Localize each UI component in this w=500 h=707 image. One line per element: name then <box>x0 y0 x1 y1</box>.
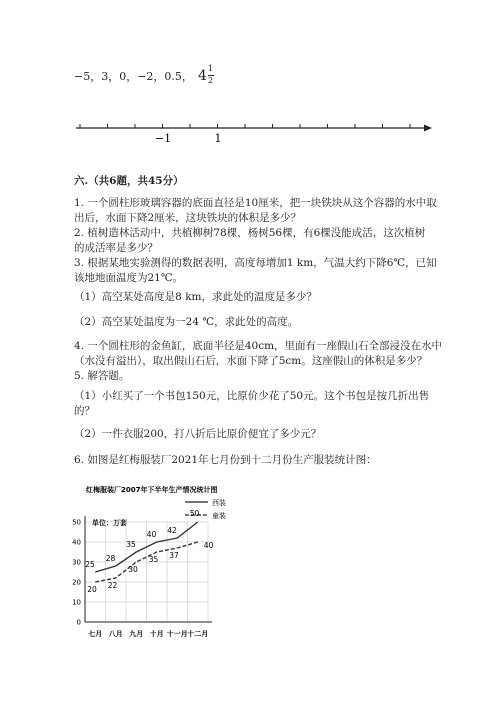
problem-line: 2. 植树造林活动中，共植柳树78棵，杨树56棵，有6棵没能成活，这次植树 <box>74 227 426 239</box>
data-label: 40 <box>203 541 214 550</box>
problem-line: 4. 一个圆柱形的金鱼缸，底面半径是40cm，里面有一座假山石全部浸没在水中 <box>74 340 443 352</box>
legend-label-tongzhuang: 童装 <box>212 512 226 520</box>
data-label: 35 <box>148 555 159 564</box>
mixed-number-numerator: 1 <box>208 64 214 73</box>
data-label: 25 <box>85 560 95 569</box>
number-line-label-1: 1 <box>214 132 222 145</box>
data-label: 35 <box>126 540 136 549</box>
sub-question: 的？ <box>74 405 95 417</box>
sub-question: （2）高空某处温度为一24 ℃，求此处的高度。 <box>74 316 299 328</box>
y-tick-label: 0 <box>76 618 81 627</box>
data-label: 30 <box>128 565 138 574</box>
mixed-number-denominator: 2 <box>208 76 214 85</box>
x-tick-label: 九月 <box>129 630 144 638</box>
sub-question: （1）高空某处高度是8 km，求此处的温度是多少？ <box>74 291 318 303</box>
number-line-label-neg1: −1 <box>154 132 172 145</box>
sub-question: （2）一件衣服200，打八折后比原价便宜了多少元？ <box>74 428 322 440</box>
problem-line: 1. 一个圆柱形玻璃容器的底面直径是10厘米，把一块铁块从这个容器的水中取 <box>74 197 437 209</box>
data-label: 40 <box>146 530 157 539</box>
chart-ylabel: 单位：万套 <box>92 519 127 527</box>
data-label: 28 <box>105 554 116 563</box>
y-tick-label: 50 <box>72 518 81 527</box>
number-line <box>74 118 434 148</box>
problem-line: 3. 根据某地实验测得的数据表明，高度每增加1 km，气温大约下降6℃，已知 <box>74 257 437 269</box>
chart-title: 红梅服装厂2007年下半年生产情况统计图 <box>86 486 218 494</box>
line-chart <box>60 480 240 650</box>
section-title: 六.（共6题，共45分） <box>74 175 184 187</box>
x-tick-label: 七月 <box>88 630 103 638</box>
data-label: 20 <box>87 585 97 594</box>
problem-line: 该地地面温度为21℃。 <box>74 272 184 284</box>
x-tick-label: 十月 <box>149 630 164 638</box>
x-tick-label: 八月 <box>108 630 123 638</box>
number-list: −5，3，0，−2，0.5， <box>74 70 193 83</box>
y-tick-label: 10 <box>72 598 81 607</box>
y-tick-label: 20 <box>72 578 81 587</box>
data-label: 22 <box>107 581 118 590</box>
x-tick-label: 十一月 <box>166 630 188 638</box>
y-tick-label: 40 <box>72 538 81 547</box>
problem-line: 5. 解答题。 <box>74 370 130 382</box>
problem-line: 6. 如图是红梅服装厂2021年七月份到十二月份生产服装统计图： <box>74 454 377 466</box>
data-label: 37 <box>169 551 179 560</box>
problem-line: 的成活率是多少？ <box>74 242 158 254</box>
x-tick-label: 十二月 <box>187 630 209 638</box>
data-label: 50 <box>189 509 200 518</box>
problem-line: （水没有溢出），取出假山石后，水面下降了5cm。这座假山的体积是多少？ <box>74 355 428 367</box>
y-tick-label: 30 <box>72 558 81 567</box>
sub-question: （1）小红买了一个书包150元，比原价少花了50元。这个书包是按几折出售 <box>74 390 430 402</box>
problem-line: 出后，水面下降2厘米，这块铁块的体积是多少？ <box>74 212 302 224</box>
data-label: 42 <box>167 526 177 535</box>
legend-label-xizhuang: 西装 <box>212 499 226 507</box>
mixed-number-whole: 4 <box>198 68 207 84</box>
